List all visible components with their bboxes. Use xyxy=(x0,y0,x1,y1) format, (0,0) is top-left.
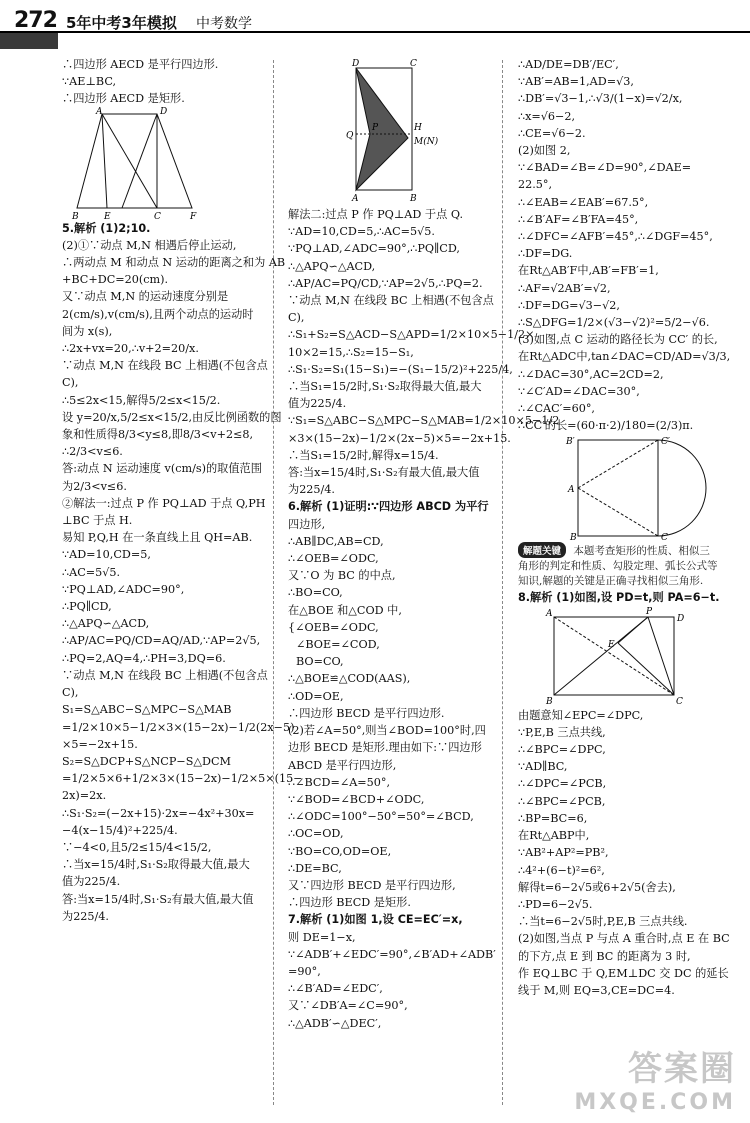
text-line: ∴四边形 AECD 是平行四边形. xyxy=(62,58,219,71)
watermark-url: MXQE.COM xyxy=(574,1090,736,1115)
text-line: 为2/3<v≤6. xyxy=(62,479,127,493)
column-separator-1 xyxy=(273,60,274,1105)
text-line: ∵∠BAD=∠B=∠D=90°,∠DAE= xyxy=(518,161,692,175)
text-line: 22.5°, xyxy=(518,178,553,192)
fig2-label-q: Q xyxy=(346,131,354,141)
text-line: 8.解析 (1)如图,设 PD=t,则 PA=6−t. xyxy=(518,591,720,605)
text-line: 线于 M,则 EQ=3,CE=DC=4. xyxy=(518,983,675,997)
text-line: 又∵动点 M,N 的运动速度分别是 xyxy=(62,290,229,304)
text-line: 间为 x(s), xyxy=(62,324,113,338)
text-line: ∴∠EAB=∠EAB′=67.5°, xyxy=(518,195,649,209)
text-line: ∴当x=15/4时,S₁·S₂取得最大值,最大 xyxy=(62,858,250,872)
text-line: ∴∠DPC=∠PCB, xyxy=(518,777,607,791)
text-line: ∵PQ⊥AD,∠ADC=90°,∴PQ∥CD, xyxy=(288,242,460,256)
text-line: S₁=S△ABC−S△MPC−S△MAB xyxy=(62,703,232,717)
text-line: ∵AD∥BC, xyxy=(518,760,568,774)
fig3-label-a: A xyxy=(568,485,575,496)
text-line: 7.解析 (1)如图 1,设 CE=EC′=x, xyxy=(288,913,463,927)
text-line: =1/2×5×6+1/2×3×(15−2x)−1/2×5×(15− xyxy=(62,772,303,786)
text-line: +BC+DC=20(cm). xyxy=(62,273,169,287)
text-line: ∵AE⊥BC, xyxy=(62,75,117,89)
text-line: ×5=−2x+15. xyxy=(62,737,138,751)
text-line: ∴4²+(6−t)²=6², xyxy=(518,863,605,877)
watermark-logo-text: 答案圈 xyxy=(628,1049,736,1089)
text-line: C), xyxy=(288,311,305,325)
text-line: 答:当x=15/4时,S₁·S₂有最大值,最大值 xyxy=(62,892,254,906)
text-line: 象和性质得8/3<y≤8,即8/3<v+2≤8, xyxy=(62,428,254,442)
fig4-label-d: D xyxy=(677,613,685,624)
text-line: 易知 P,Q,H 在一条直线上且 QH=AB. xyxy=(62,531,253,545)
text-line: 边形 BECD 是矩形.理由如下:∵四边形 xyxy=(288,741,482,755)
text-line: ∴当t=6−2√5时,P,E,B 三点共线. xyxy=(518,915,688,929)
text-line: 10×2=15,∴S₂=15−S₁, xyxy=(288,345,414,359)
text-line: ∵动点 M,N 在线段 BC 上相遇(不包含点 xyxy=(62,359,268,373)
book-title: 5年中考3年模拟 xyxy=(66,14,177,32)
page-header xyxy=(0,0,750,52)
text-line: 6.解析 (1)证明:∵四边形 ABCD 为平行 xyxy=(288,500,489,514)
text-line: 的下方,点 E 到 BC 的距离为 3 时, xyxy=(518,949,691,963)
text-line: ∴当S₁=15/2时,解得x=15/4. xyxy=(288,448,439,462)
fig1-label-f: F xyxy=(190,211,197,222)
text-line: ∴△ADB′∽△DEC′, xyxy=(288,1016,382,1030)
text-line: ∴S₁+S₂=S△ACD−S△APD=1/2×10×5−1/2× xyxy=(288,328,535,342)
text-line: ∵∠BOD=∠BCD+∠ODC, xyxy=(288,792,425,806)
text-line: ∴∠BPC=∠DPC, xyxy=(518,743,606,757)
text-line: =90°, xyxy=(288,964,321,978)
fig4-label-p: P xyxy=(646,606,653,617)
text-line: 5.解析 (1)2;10. xyxy=(62,221,151,235)
text-line: 在Rt△ABP中, xyxy=(518,829,590,843)
fig4-label-e: E xyxy=(608,639,615,650)
column-1 xyxy=(62,56,303,925)
text-line: ∴∠CAC′=60°, xyxy=(518,402,595,416)
text-line: ∴△APQ∽△ACD, xyxy=(288,259,376,273)
text-line: (2)如图 2, xyxy=(518,144,571,158)
text-line: ∴x=√6−2, xyxy=(518,109,576,123)
fig2-label-mn: M(N) xyxy=(414,137,439,147)
text-line: ∵AD=10,CD=5, xyxy=(62,548,151,562)
text-line: ∴△BOE≌△COD(AAS), xyxy=(288,672,411,686)
text-line: ∴5≤2x<15,解得5/2≤x<15/2. xyxy=(62,393,221,407)
text-line: {∠OEB=∠ODC, xyxy=(288,620,379,634)
text-line: ∴两动点 M 和动点 N 运动的距离之和为 AB xyxy=(62,256,286,270)
text-line: ∴DE=BC, xyxy=(288,861,342,875)
fig1-label-c: C xyxy=(154,211,161,222)
text-line: ∵AB′=AB=1,AD=√3, xyxy=(518,75,634,89)
fig2-label-h: H xyxy=(414,123,422,133)
text-line: ∴BO=CO, xyxy=(288,586,343,600)
text-line: ∴OC=OD, xyxy=(288,827,344,841)
text-line: (2)①∵动点 M,N 相遇后停止运动, xyxy=(62,238,237,252)
text-line: 值为225/4. xyxy=(62,875,121,889)
text-line: ∴DB′=√3−1,∴√3/(1−x)=√2/x, xyxy=(518,92,683,106)
fig3-label-c-prime: C′ xyxy=(661,437,670,448)
fig4-label-b: B xyxy=(546,696,553,707)
fig2-label-a: A xyxy=(352,194,359,204)
text-line: 设 y=20/x,5/2≤x<15/2,由反比例函数的图 xyxy=(62,410,282,424)
text-line: ∴PD=6−2√5. xyxy=(518,897,593,911)
key-point-badge: 解题关键 xyxy=(518,542,566,558)
text-line: 为225/4. xyxy=(288,483,335,497)
text-line: S₂=S△DCP+S△NCP−S△DCM xyxy=(62,754,231,768)
fig4-label-a: A xyxy=(546,608,553,619)
text-line: ∵−4<0,且5/2≤15/4<15/2, xyxy=(62,840,212,854)
text-line: 四边形, xyxy=(288,517,326,531)
fig2-label-c: C xyxy=(410,59,417,69)
text-line: ∴∠B′AF=∠B′FA=45°, xyxy=(518,212,639,226)
key-point-note xyxy=(518,542,718,589)
text-line: ∴△APQ∽△ACD, xyxy=(62,617,150,631)
text-line: ∴PQ∥CD, xyxy=(62,600,112,614)
text-line: ∴2/3<v≤6. xyxy=(62,445,123,459)
subject-label: 中考数学 xyxy=(196,16,252,32)
text-line: ∵AD=10,CD=5,∴AC=5√5. xyxy=(288,225,435,239)
fig1-label-e: E xyxy=(104,211,111,222)
text-line: ∴BP=BC=6, xyxy=(518,811,588,825)
text-line: ∴四边形 AECD 是矩形. xyxy=(62,92,185,106)
fig3-label-c: C xyxy=(661,533,668,544)
text-line: ∴AD/DE=DB′/EC′, xyxy=(518,58,619,71)
text-line: 在Rt△AB′F中,AB′=FB′=1, xyxy=(518,264,659,278)
text-line: ∵BO=CO,OD=OE, xyxy=(288,844,392,858)
text-line: 则 DE=1−x, xyxy=(288,930,356,944)
text-line: 解法二:过点 P 作 PQ⊥AD 于点 Q. xyxy=(288,208,464,221)
text-line: ∴PQ=2,AQ=4,∴PH=3,DQ=6. xyxy=(62,651,226,665)
text-line: ∴AP/AC=PQ/CD=AQ/AD,∵AP=2√5, xyxy=(62,634,261,648)
text-line: ∴当S₁=15/2时,S₁·S₂取得最大值,最大 xyxy=(288,380,482,394)
fig1-label-a: A xyxy=(96,106,103,117)
fig1-label-b: B xyxy=(72,211,79,222)
text-line: ∴S△DFG=1/2×(√3−√2)²=5/2−√6. xyxy=(518,316,710,330)
column-3 xyxy=(518,56,731,999)
text-line: C), xyxy=(62,376,79,390)
text-line: ABCD 是平行四边形, xyxy=(288,758,397,772)
text-line: ∵动点 M,N 在线段 BC 上相遇(不包含点 xyxy=(62,668,268,682)
text-line: ∴DF=DG. xyxy=(518,247,573,261)
text-line: ∵P,E,B 三点共线, xyxy=(518,725,606,739)
text-line: 2(cm/s),v(cm/s),且两个动点的运动时 xyxy=(62,307,254,321)
text-line: ∴2x+vx=20,∴v+2=20/x. xyxy=(62,342,199,356)
text-line: 2x)=2x. xyxy=(62,789,107,803)
text-line: ∵动点 M,N 在线段 BC 上相遇(不包含点 xyxy=(288,294,494,308)
watermark xyxy=(574,1041,736,1115)
text-line: BO=CO, xyxy=(296,655,344,669)
text-line: ⊥BC 于点 H. xyxy=(62,514,133,528)
text-line: ∴S₁·S₂=S₁(15−S₁)=−(S₁−15/2)²+225/4, xyxy=(288,362,513,376)
fig2-label-b: B xyxy=(410,194,417,204)
page-number: 272 xyxy=(14,8,57,33)
text-line: 答:动点 N 运动速度 v(cm/s)的取值范围 xyxy=(62,462,262,476)
text-line: ∴∠DAC=30°,AC=2CD=2, xyxy=(518,367,664,381)
fig2-label-p: P xyxy=(372,123,379,133)
text-line: ∴∠OEB=∠ODC, xyxy=(288,552,379,566)
text-line: ∴S₁·S₂=(−2x+15)·2x=−4x²+30x= xyxy=(62,806,255,820)
text-line: ∴DF=DG=√3−√2, xyxy=(518,298,620,312)
text-line: 在Rt△ADC中,tan∠DAC=CD/AD=√3/3, xyxy=(518,350,731,364)
text-line: C), xyxy=(62,686,79,700)
text-line: 又∵O 为 BC 的中点, xyxy=(288,569,396,583)
text-line: ∴∠BPC=∠PCB, xyxy=(518,794,606,808)
text-line: (2)若∠A=50°,则当∠BOD=100°时,四 xyxy=(288,724,486,738)
text-line: 又∵四边形 BECD 是平行四边形, xyxy=(288,878,456,892)
text-line: ∴OD=OE, xyxy=(288,689,344,703)
text-line: 又∵∠DB′A=∠C=90°, xyxy=(288,999,408,1013)
fig3-label-b: B xyxy=(570,533,577,544)
figure-trapezoid xyxy=(62,108,212,220)
text-line: 由题意知∠EPC=∠DPC, xyxy=(518,708,644,722)
key-point-text: 本题考查矩形的性质、相似三角形的判定和性质、勾股定理、弧长公式等知识,解题的关键是正确寻找相似三角形. xyxy=(518,545,718,588)
text-line: ∴∠ODC=100°−50°=50°=∠BCD, xyxy=(288,810,474,824)
text-line: ∴∠B′AD=∠EDC′, xyxy=(288,982,383,996)
text-line: ∠BOE=∠COD, xyxy=(296,638,380,652)
text-line: 作 EQ⊥BC 于 Q,EM⊥DC 交 DC 的延长 xyxy=(518,966,729,980)
text-line: 值为225/4. xyxy=(288,397,347,411)
text-line: 解得t=6−2√5或6+2√5(舍去), xyxy=(518,880,676,894)
fig4-label-c: C xyxy=(676,696,683,707)
text-line: (2)如图,当点 P 与点 A 重合时,点 E 在 BC xyxy=(518,932,730,946)
text-line: ∴AC=5√5. xyxy=(62,565,121,579)
column-separator-2 xyxy=(502,60,503,1105)
text-line: ∴CC′的长=(60·π·2)/180=(2/3)π. xyxy=(518,419,694,433)
text-line: (3)如图,点 C 运动的路径长为 CC′ 的长, xyxy=(518,333,718,347)
fig1-label-d: D xyxy=(160,106,168,117)
text-line: ∴∠DFC=∠AFB′=45°,∴∠DGF=45°, xyxy=(518,230,713,244)
header-corner-block xyxy=(0,33,58,49)
fig2-label-d: D xyxy=(352,59,360,69)
text-line: ∵∠ADB′+∠EDC′=90°,∠B′AD+∠ADB′ xyxy=(288,947,496,961)
text-line: 为225/4. xyxy=(62,909,109,923)
text-line: ②解法一:过点 P 作 PQ⊥AD 于点 Q,PH xyxy=(62,496,266,510)
text-line: ∴AB∥DC,AB=CD, xyxy=(288,534,384,548)
text-line: −4(x−15/4)²+225/4. xyxy=(62,823,178,837)
text-line: ∵∠C′AD=∠DAC=30°, xyxy=(518,384,640,398)
figure-rectangle-shaded xyxy=(288,56,488,204)
fig3-label-b-prime: B′ xyxy=(566,437,575,448)
text-line: ∴AP/AC=PQ/CD,∵AP=2√5,∴PQ=2. xyxy=(288,276,483,290)
text-line: ∴四边形 BECD 是平行四边形. xyxy=(288,706,445,720)
text-line: ∵PQ⊥AD,∠ADC=90°, xyxy=(62,582,185,596)
text-line: ∴AF=√2AB′=√2, xyxy=(518,281,611,295)
text-line: ∵S₁=S△ABC−S△MPC−S△MAB=1/2×10×5−1/2 xyxy=(288,414,560,428)
text-line: ∴四边形 BECD 是矩形. xyxy=(288,896,411,910)
text-line: =1/2×10×5−1/2×3×(15−2x)−1/2(2x−5) xyxy=(62,720,295,734)
text-line: ∴CE=√6−2. xyxy=(518,126,586,140)
text-line: 在△BOE 和△COD 中, xyxy=(288,603,402,617)
figure-fold-rectangle xyxy=(518,607,718,707)
text-line: ∵AB²+AP²=PB², xyxy=(518,846,609,860)
text-line: 答:当x=15/4时,S₁·S₂有最大值,最大值 xyxy=(288,466,480,480)
figure-arc-rectangle xyxy=(518,434,718,542)
text-line: ∴∠BCD=∠A=50°, xyxy=(288,775,391,789)
text-line: ×3×(15−2x)−1/2×(2x−5)×5=−2x+15. xyxy=(288,431,511,445)
